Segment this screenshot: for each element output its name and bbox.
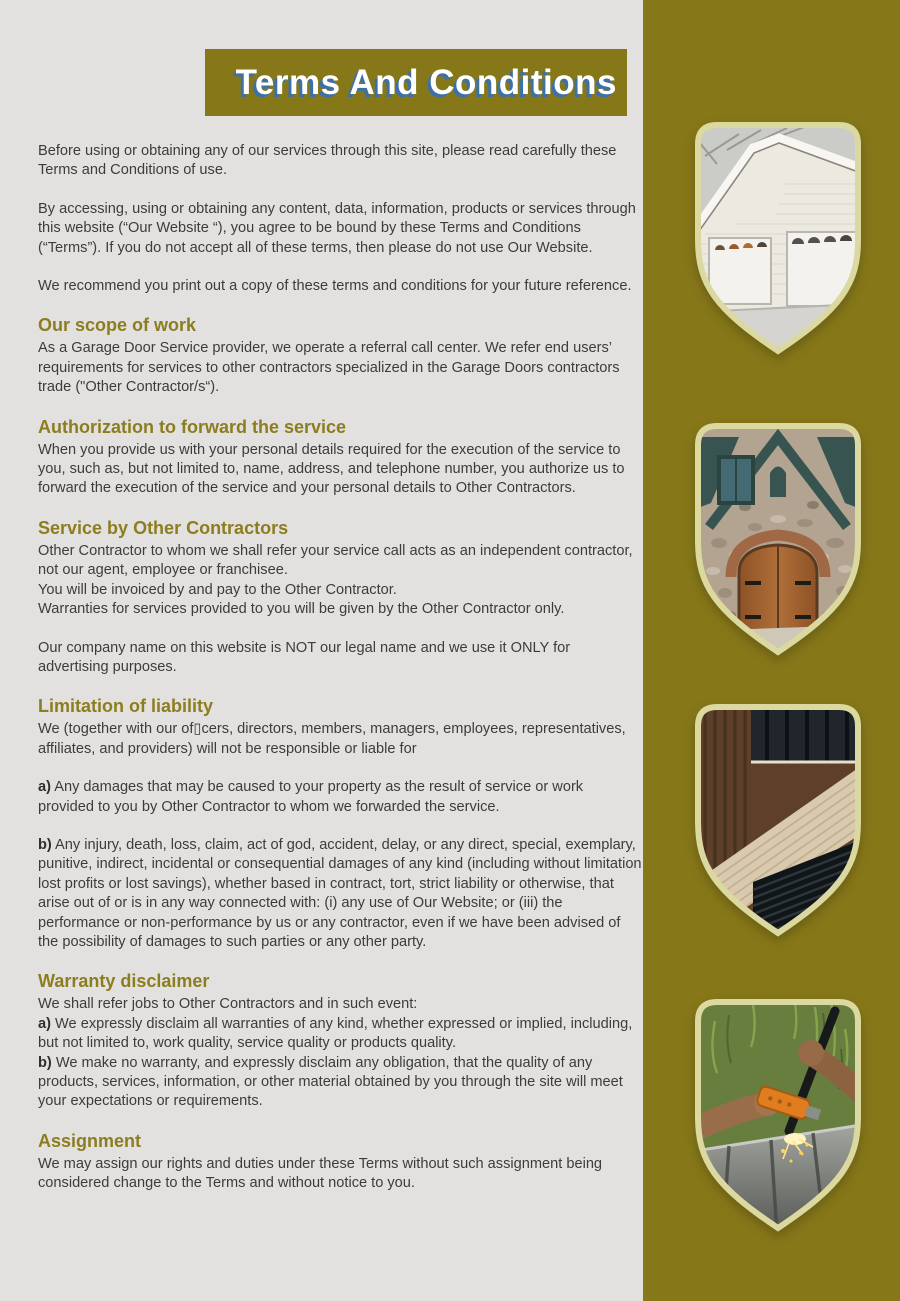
bold-list-marker: b) (38, 836, 52, 853)
paragraph: Warranties for services provided to you will be given by the Other Contractor only. (38, 601, 565, 618)
section-heading: Limitation of liability (38, 696, 213, 717)
section (38, 417, 642, 499)
shield-image (695, 999, 861, 1235)
bold-list-marker: b) (38, 1054, 52, 1071)
modern-facade-garage-photo (695, 704, 861, 940)
section (38, 518, 642, 677)
paragraph: We may assign our rights and duties under these Terms without such assignment being considered change to the Terms and without notice to you. (38, 1155, 603, 1192)
section (38, 971, 642, 1111)
paragraph: By accessing, using or obtaining any content, data, information, products or services through this website (“Our Website “), you agree to be bound by these Terms and Conditions (“Terms”). If you do not accept all of these terms, then please do not use Our Website. (38, 200, 636, 256)
paragraph: b) Any injury, death, loss, claim, act of god, accident, delay, or any direct, special, exemplary, punitive, indirect, incidental or consequential damages of any kind (including without limitation lost profits or lost savings), whether based in contract, tort, strict liability or otherwise, that arise out of or is in any way connected with: (i) any use of Our Website; or (iii) the performance or non-performance by us or any contractor, even if we have been advised of the possibility of damages to such parties or any other party. (38, 836, 642, 950)
white-double-garage-photo (695, 122, 861, 358)
section-heading: Assignment (38, 1130, 142, 1151)
paragraph: When you provide us with your personal details required for the execution of the service to you, such as, but not limited to, name, address, and telephone number, you authorize us to forward the execution of the service and your personal details to Other Contractors. (38, 441, 625, 497)
shield-image (695, 704, 861, 940)
intro-section (38, 142, 642, 296)
welding-repair-photo (695, 999, 861, 1235)
paragraph: Our company name on this website is NOT our legal name and we use it ONLY for advertising purposes. (38, 639, 571, 675)
paragraph: b) We make no warranty, and expressly disclaim any obligation, that the quality of any products, services, information, or other material obtained by you through the site will meet your expectations or requirements. (38, 1054, 623, 1110)
paragraph: Other Contractor to whom we shall refer your service call acts as an independent contractor, not our agent, employee or franchisee. (38, 542, 633, 579)
section-heading: Our scope of work (38, 315, 197, 336)
terms-content (38, 142, 642, 1194)
paragraph: We recommend you print out a copy of these terms and conditions for your future reference. (38, 278, 632, 295)
paragraph: a) We expressly disclaim all warranties of any kind, whether expressed or implied, including, but not limited to, work quality, service quality or products quality. (38, 1015, 633, 1052)
page-title-banner (205, 49, 627, 116)
bold-list-marker: a) (38, 1015, 51, 1032)
section (38, 696, 642, 952)
section-heading: Service by Other Contractors (38, 517, 289, 538)
section-heading: Authorization to forward the service (38, 416, 347, 437)
right-photo-sidebar (643, 0, 900, 1301)
paragraph: Before using or obtaining any of our services through this site, please read carefully these Terms and Conditions of use. (38, 143, 617, 179)
section (38, 315, 642, 397)
shield-image (695, 122, 861, 358)
bold-list-marker: a) (38, 779, 51, 796)
paragraph: You will be invoiced by and pay to the Other Contractor. (38, 581, 397, 598)
paragraph: We (together with our of▯cers, directors, members, managers, employees, representatives, affiliates, and providers) will not be responsible or liable for (38, 721, 626, 757)
stone-house-wood-door-photo (695, 423, 861, 659)
paragraph: a) Any damages that may be caused to your property as the result of service or work provided to you by Other Contractor to whom we forwarded the service. (38, 779, 584, 815)
page-title: Terms And Conditions (235, 62, 617, 102)
section-heading: Warranty disclaimer (38, 971, 210, 992)
paragraph: We shall refer jobs to Other Contractors and in such event: (38, 996, 418, 1013)
shield-image (695, 423, 861, 659)
section (38, 1131, 642, 1194)
paragraph: As a Garage Door Service provider, we operate a referral call center. We refer end users’ requirements for services to other contractors specialized in the Garage Doors contractors trade ("Other Contractor/s“). (38, 340, 620, 396)
